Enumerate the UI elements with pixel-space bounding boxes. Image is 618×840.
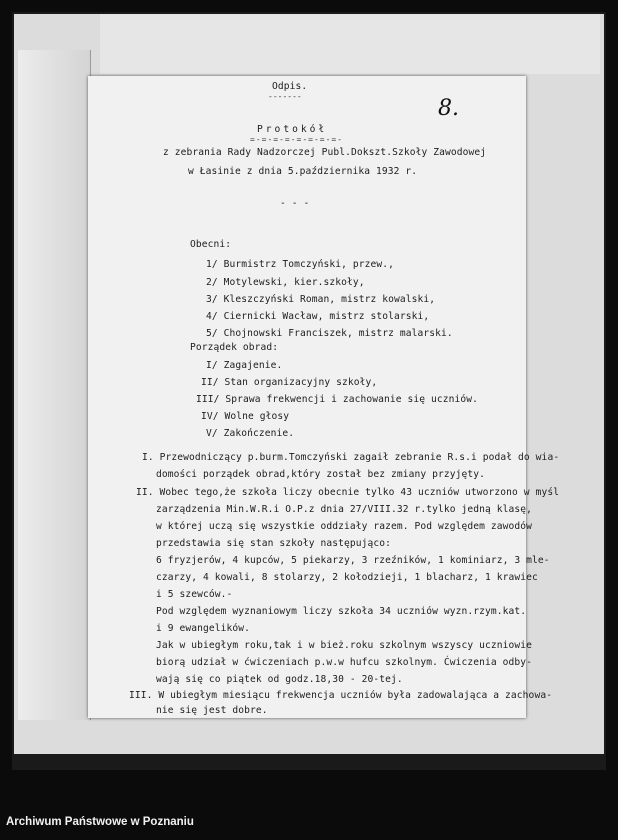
present-item: 2/ Motylewski, kier.szkoły, (206, 277, 365, 288)
minutes-section-2-line: przedstawia się stan szkoły następująco: (156, 538, 392, 549)
minutes-section-1-line: domości porządek obrad,który został bez zmiany przyjęty. (156, 469, 486, 480)
agenda-label: Porządek obrad: (190, 342, 279, 353)
minutes-section-2-line: czarzy, 4 kowali, 8 stolarzy, 2 kołodzieji, 1 blacharz, 1 krawiec (156, 572, 538, 583)
minutes-section-2-line: 6 fryzjerów, 4 kupców, 5 piekarzy, 3 rzeźników, 1 kominiarz, 3 mle- (156, 555, 550, 566)
copy-label-underline: ------- (268, 92, 302, 101)
present-item: 3/ Kleszczyński Roman, mistrz kowalski, (206, 294, 436, 305)
title-line-1: z zebrania Rady Nadzorczej Publ.Dokszt.Szkoły Zawodowej (163, 147, 487, 158)
minutes-section-2-line: Jak w ubiegłym roku,tak i w bież.roku szkolnym wszyscy uczniowie (156, 640, 533, 651)
minutes-section-2-line: i 5 szewców.- (156, 589, 233, 600)
minutes-section-1-line: I. Przewodniczący p.burm.Tomczyński zagaił zebranie R.s.i podał do wia- (142, 452, 560, 463)
minutes-section-2-line: biorą udział w ćwiczeniach p.w.w hufcu szkolnym. Ćwiczenia odby- (156, 657, 533, 668)
minutes-section-2-line: zarządzenia Min.W.R.i O.P.z dnia 27/VIII.32 r.tylko jedną klasę, (156, 504, 533, 515)
agenda-item: II/ Stan organizacyjny szkoły, (201, 377, 378, 388)
present-label: Obecni: (190, 239, 232, 250)
title-separator: - - - (280, 198, 310, 209)
folded-sheet-edge (18, 50, 91, 720)
footer-band (0, 770, 618, 840)
minutes-section-2-line: i 9 ewangelików. (156, 623, 251, 634)
minutes-section-3-line: nie się jest dobre. (156, 705, 268, 716)
title-underline: =-=-=-=-=-=-=-=- (250, 135, 344, 144)
minutes-section-2-line: Pod względem wyznaniowym liczy szkoła 34 uczniów wyzn.rzym.kat. (156, 606, 527, 617)
present-item: 1/ Burmistrz Tomczyński, przew., (206, 259, 395, 270)
page-number: 8. (438, 96, 459, 121)
minutes-section-3-line: III. W ubiegłym miesiącu frekwencja uczniów była zadowalająca a zachowa- (129, 690, 553, 701)
agenda-item: I/ Zagajenie. (206, 360, 283, 371)
present-item: 5/ Chojnowski Franciszek, mistrz malarski. (206, 328, 453, 339)
title-line-2: w Łasinie z dnia 5.października 1932 r. (188, 166, 418, 177)
archive-watermark: Archiwum Państwowe w Poznaniu (6, 816, 194, 828)
agenda-item: V/ Zakończenie. (206, 428, 295, 439)
agenda-item: III/ Sprawa frekwencji i zachowanie się uczniów. (196, 394, 479, 405)
present-item: 4/ Ciernicki Wacław, mistrz stolarski, (206, 311, 430, 322)
background-sheet-top (100, 14, 600, 74)
copy-label: Odpis. (272, 81, 308, 92)
document-title: Protokół (257, 124, 328, 135)
agenda-item: IV/ Wolne głosy (201, 411, 290, 422)
minutes-section-2-line: w której uczą się wszystkie oddziały razem. Pod względem zawodów (156, 521, 533, 532)
minutes-section-2-line: wają się co piątek od godz.18,30 - 20-tej. (156, 674, 403, 685)
minutes-section-2-line: II. Wobec tego,że szkoła liczy obecnie tylko 43 uczniów utworzono w myśl (136, 487, 560, 498)
